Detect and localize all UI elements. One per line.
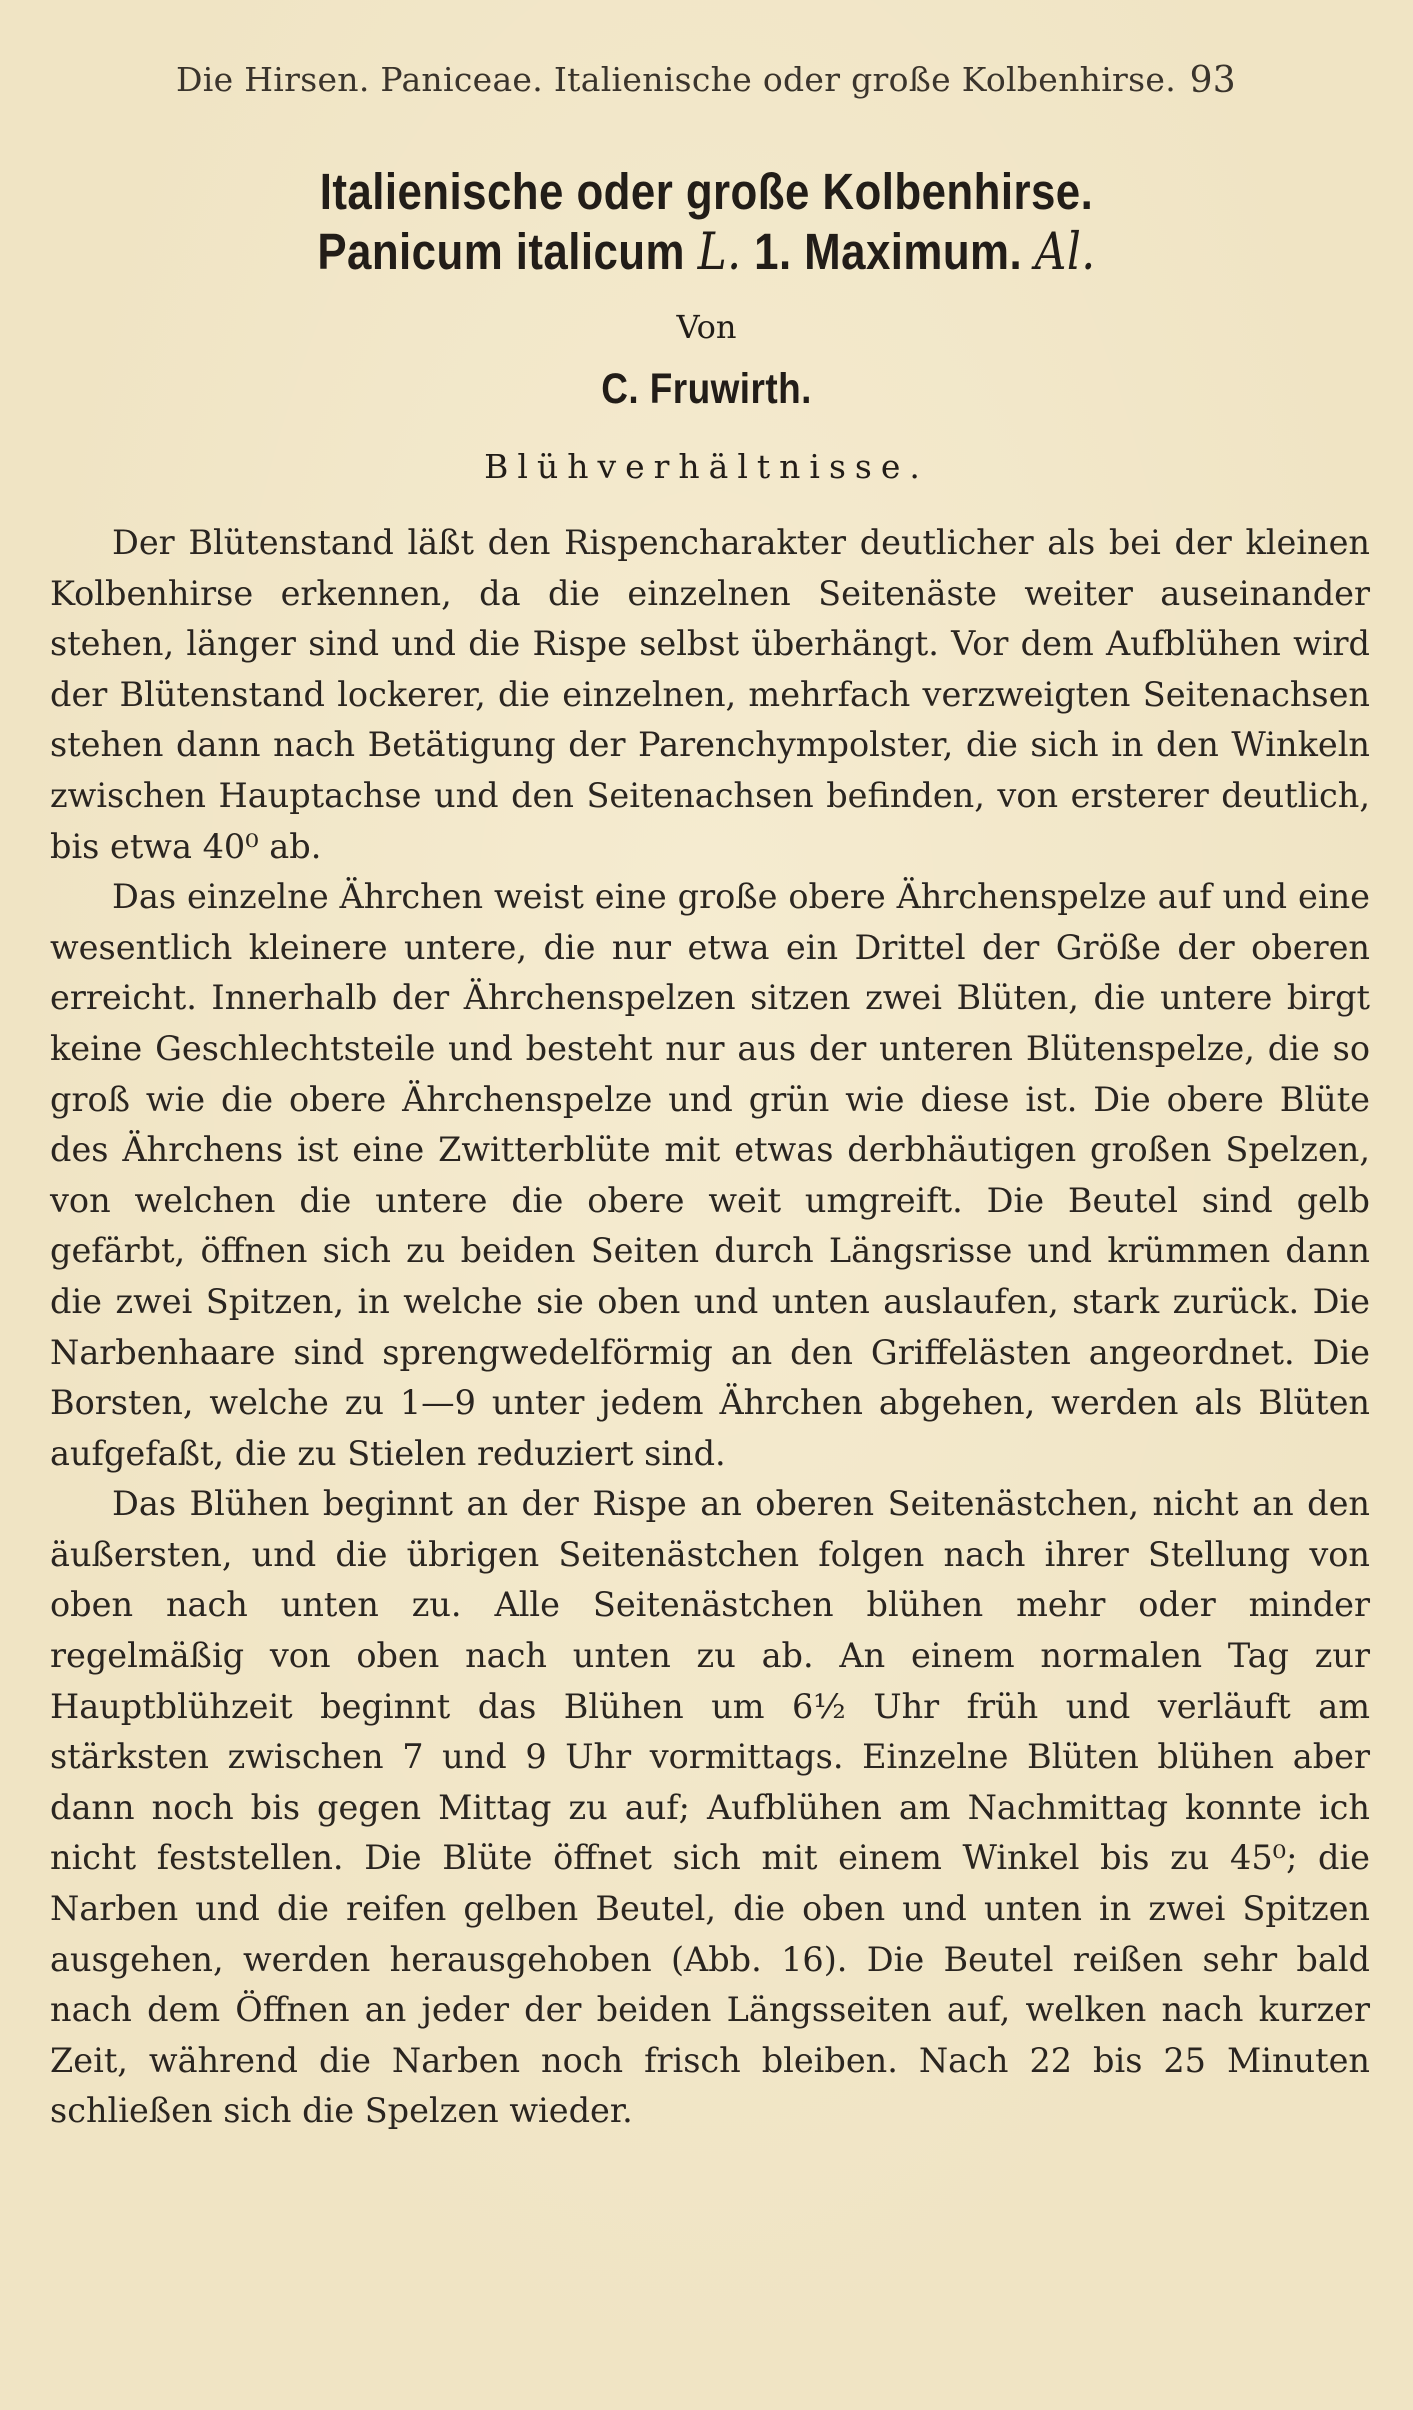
- paragraph: Das Blühen beginnt an der Rispe an oberen Seitenästchen, nicht an den äußersten, und die übrigen Seitenästchen folgen nach ihrer Stellung von oben nach unten zu. Alle Seitenästchen blühen mehr oder minder regelmäßig von oben nach unten zu ab. An einem normalen Tag zur Hauptblühzeit beginnt das Blühen um 6½ Uhr früh und verläuft am stärksten zwischen 7 und 9 Uhr vormittags. Einzelne Blüten blühen aber dann noch bis gegen Mittag zu auf; Aufblühen am Nachmittag konnte ich nicht feststellen. Die Blüte öffnet sich mit einem Winkel bis zu 45⁰; die Narben und die reifen gelben Beutel, die oben und unten in zwei Spitzen ausgehen, werden herausgehoben (Abb. 16). Die Beutel reißen sehr bald nach dem Öffnen an jeder der beiden Längsseiten auf, welken nach kurzer Zeit, während die Narben noch frisch bleiben. Nach 22 bis 25 Minuten schließen sich die Spelzen wieder.: [50, 1484, 1370, 2131]
- running-head-title: Die Hirsen. Paniceae. Italienische oder große Kolbenhirse.: [176, 60, 1176, 99]
- species-name: Panicum italicum: [317, 223, 685, 280]
- variety-name: 1. Maximum.: [754, 223, 1023, 280]
- paragraph: Der Blütenstand läßt den Rispencharakter deutlicher als bei der kleinen Kolbenhirse erkennen, da die einzelnen Seitenäste weiter auseinander stehen, länger sind und die Rispe selbst überhängt. Vor dem Aufblühen wird der Blütenstand lockerer, die einzelnen, mehrfach verzweigten Seitenachsen stehen dann nach Betätigung der Parenchympolster, die sich in den Winkeln zwischen Hauptachse und den Seitenachsen befinden, von ersterer deutlich, bis etwa 40⁰ ab.: [50, 523, 1370, 866]
- variety-authority: Al.: [1034, 223, 1096, 282]
- running-head: [176, 60, 1236, 110]
- page-number: 93: [1189, 60, 1236, 101]
- author-name: C. Fruwirth.: [601, 365, 812, 413]
- byline-von: Von: [676, 308, 737, 346]
- paragraph: Das einzelne Ährchen weist eine große obere Ährchenspelze auf und eine wesentlich kleinere untere, die nur etwa ein Drittel der Größe der oberen erreicht. Innerhalb der Ährchenspelzen sitzen zwei Blüten, die untere birgt keine Geschlechtsteile und besteht nur aus der unteren Blütenspelze, die so groß wie die obere Ährchenspelze und grün wie diese ist. Die obere Blüte des Ährchens ist eine Zwitterblüte mit etwas derbhäutigen großen Spelzen, von welchen die untere die obere weit umgreift. Die Beutel sind gelb gefärbt, öffnen sich zu beiden Seiten durch Längsrisse und krümmen dann die zwei Spitzen, in welche sie oben und unten auslaufen, stark zurück. Die Narbenhaare sind sprengwedelförmig an den Griffelästen angeordnet. Die Borsten, welche zu 1—9 unter jedem Ährchen abgehen, werden als Blüten aufgefaßt, die zu Stielen reduziert sind.: [50, 877, 1370, 1473]
- body-text: [50, 518, 1370, 2137]
- article-title: Italienische oder große Kolbenhirse.: [319, 163, 1094, 220]
- article-subtitle: [99, 222, 1314, 282]
- species-authority: L.: [697, 223, 742, 282]
- section-heading: Blühverhältnisse.: [484, 447, 929, 486]
